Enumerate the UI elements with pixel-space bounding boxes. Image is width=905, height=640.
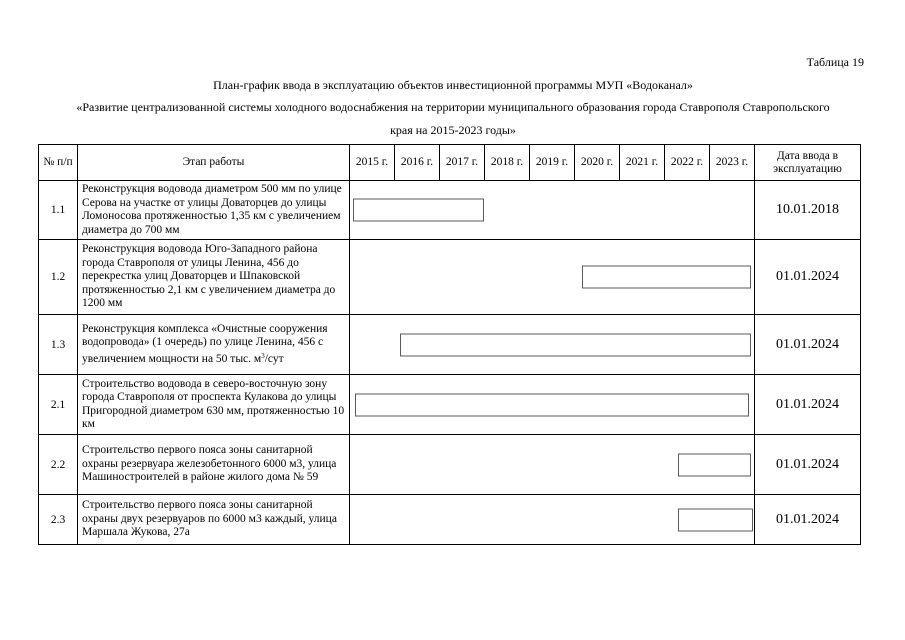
row-stage: Реконструкция водовода диаметром 500 мм по улице Серова на участке от улицы Доваторцев до улицы Ломоносова протяженностью 1,35 км с увеличением диаметра до 700 мм — [78, 181, 350, 240]
document-subtitle-line1: «Развитие централизованной системы холодного водоснабжения на территории муниципального образования города Ставрополя Ставропольского — [76, 100, 830, 114]
row-date: 01.01.2024 — [755, 495, 861, 545]
header-year: 2022 г. — [665, 145, 710, 181]
schedule-bar — [353, 199, 484, 222]
header-year: 2023 г. — [710, 145, 755, 181]
timeline-cell — [350, 315, 755, 375]
table-row — [39, 375, 861, 435]
document-title: План-график ввода в эксплуатацию объектов инвестиционной программы МУП «Водоканал» — [213, 78, 693, 92]
table-row — [39, 435, 861, 495]
timeline-cell — [350, 240, 755, 315]
document-subtitle-line2: края на 2015-2023 годы» — [390, 123, 516, 137]
row-stage — [78, 315, 350, 375]
table-row — [39, 181, 861, 240]
header-year: 2019 г. — [530, 145, 575, 181]
table-row — [39, 495, 861, 545]
row-stage-tail: /сут — [264, 352, 284, 365]
schedule-table — [38, 144, 861, 545]
row-number: 2.1 — [39, 375, 78, 435]
header-year: 2018 г. — [485, 145, 530, 181]
timeline-cell — [350, 435, 755, 495]
schedule-bar — [678, 453, 750, 476]
header-row — [39, 145, 861, 181]
header-stage: Этап работы — [78, 145, 350, 181]
row-stage-text: Реконструкция комплекса «Очистные сооружения водопровода» (1 очередь) по улице Ленина, 456 с увеличением мощности на 50 тыс. м — [82, 322, 328, 365]
schedule-bar — [678, 508, 753, 531]
header-year: 2017 г. — [440, 145, 485, 181]
timeline-cell — [350, 375, 755, 435]
row-number: 1.2 — [39, 240, 78, 315]
table-number-label: Таблица 19 — [806, 55, 864, 69]
header-year: 2020 г. — [575, 145, 620, 181]
schedule-bar — [355, 393, 748, 416]
row-number: 1.3 — [39, 315, 78, 375]
row-date: 01.01.2024 — [755, 315, 861, 375]
row-stage: Реконструкция водовода Юго-Западного района города Ставрополя от улицы Ленина, 456 до перекрестка улиц Доваторцев и Шпаковской протяженностью 2,1 км с увеличением диаметра до 1200 мм — [78, 240, 350, 315]
timeline-cell — [350, 181, 755, 240]
table-row — [39, 240, 861, 315]
row-stage: Строительство первого пояса зоны санитарной охраны резервуара железобетонного 6000 м3, улица Машиностроителей в районе жилого дома № 59 — [78, 435, 350, 495]
row-stage: Строительство первого пояса зоны санитарной охраны двух резервуаров по 6000 м3 каждый, улица Маршала Жукова, 27а — [78, 495, 350, 545]
schedule-bar — [582, 266, 751, 289]
schedule-bar — [400, 333, 751, 356]
header-year: 2015 г. — [350, 145, 395, 181]
header-num: № п/п — [39, 145, 78, 181]
row-stage-superscript: 3 — [261, 351, 265, 360]
table-row — [39, 315, 861, 375]
row-date: 01.01.2024 — [755, 375, 861, 435]
header-year: 2016 г. — [395, 145, 440, 181]
row-stage: Строительство водовода в северо-восточную зону города Ставрополя от проспекта Кулакова до улицы Пригородной диаметром 630 мм, протяженностью 10 км — [78, 375, 350, 435]
timeline-cell — [350, 495, 755, 545]
row-date: 01.01.2024 — [755, 435, 861, 495]
header-date: Дата ввода в эксплуатацию — [755, 145, 861, 181]
row-number: 2.3 — [39, 495, 78, 545]
row-date: 10.01.2018 — [755, 181, 861, 240]
row-date: 01.01.2024 — [755, 240, 861, 315]
row-number: 2.2 — [39, 435, 78, 495]
row-number: 1.1 — [39, 181, 78, 240]
header-year: 2021 г. — [620, 145, 665, 181]
